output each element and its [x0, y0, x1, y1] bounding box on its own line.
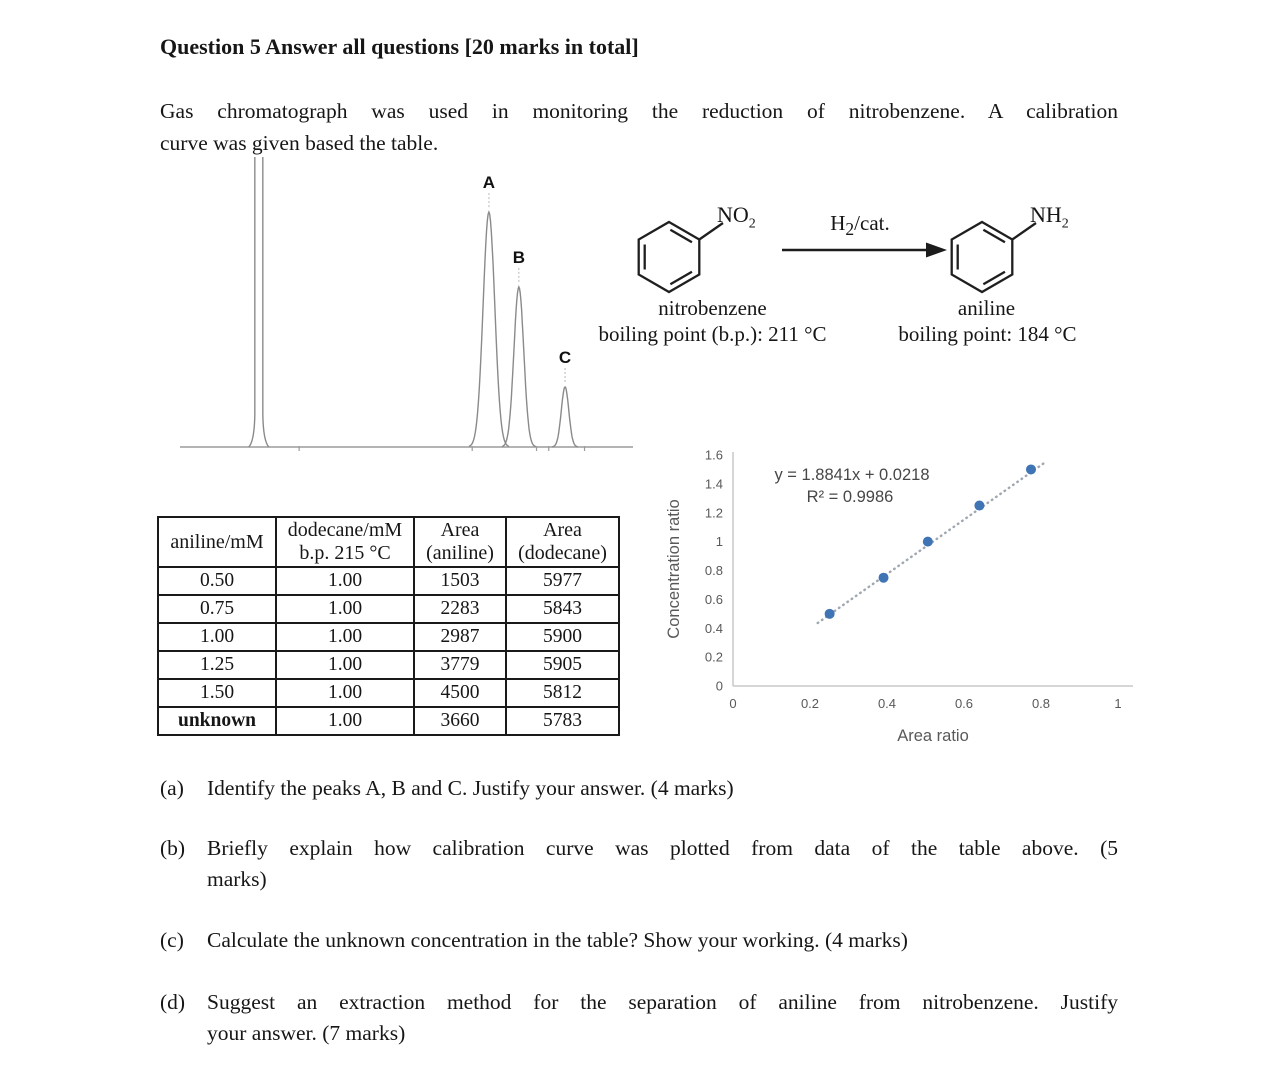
table-header-cell: Area (aniline)	[414, 517, 506, 567]
table-header-cell: Area (dodecane)	[506, 517, 619, 567]
r-squared-label: R² = 0.9986	[806, 488, 894, 506]
x-tick-label: 0.4	[877, 696, 897, 711]
question-text	[207, 925, 1118, 956]
data-point	[879, 573, 889, 583]
peak-label-a: A	[482, 173, 496, 193]
y-tick-label: 0.4	[704, 620, 723, 636]
table-cell: 5900	[506, 623, 619, 651]
question-item	[160, 987, 1118, 1049]
table-cell: 0.50	[158, 567, 276, 595]
y-tick-label: 1.6	[704, 447, 723, 463]
benzene-ring-outline	[639, 222, 700, 292]
table-row	[158, 651, 619, 679]
double-bond	[670, 272, 692, 285]
reactant-name: nitrobenzene	[658, 296, 767, 320]
nitro-group-label: $NO_2$	[717, 202, 756, 232]
question-label: (c)	[160, 928, 184, 952]
table-row	[158, 679, 619, 707]
double-bond	[983, 272, 1005, 285]
table-cell: 1.00	[276, 595, 414, 623]
trendline-equation: y = 1.8841x + 0.0218	[774, 466, 930, 484]
question-item	[160, 833, 1118, 895]
table-cell: 1.00	[276, 567, 414, 595]
table-cell: 3779	[414, 651, 506, 679]
question-line: Identify the peaks A, B and C. Justify your answer. (4 marks)	[207, 776, 734, 800]
y-tick-label: 1.4	[704, 476, 723, 492]
table-cell: 1.00	[276, 707, 414, 735]
table-cell: 1.00	[276, 679, 414, 707]
peak-A	[469, 212, 509, 446]
table-cell: 5977	[506, 567, 619, 595]
x-tick-label: 0.8	[1031, 696, 1051, 711]
question-line: Briefly explain how calibration curve was plotted from data of the table above. (5	[207, 836, 1118, 860]
question-item	[160, 925, 1118, 956]
x-tick-label: 0.6	[954, 696, 974, 711]
table-row	[158, 707, 619, 735]
y-tick-label: 0.8	[704, 563, 723, 578]
table-cell: 1.50	[158, 679, 276, 707]
y-tick-label: 0.6	[704, 591, 723, 607]
double-bond	[983, 230, 1005, 243]
data-point	[825, 609, 835, 619]
table-row	[158, 623, 619, 651]
y-tick-label: 1.2	[704, 505, 723, 521]
reaction-arrow	[780, 238, 955, 263]
question-label: (b)	[160, 836, 186, 860]
peak-label-b: B	[512, 247, 525, 267]
table-cell: 5843	[506, 595, 619, 623]
y-axis-title: Concentration ratio	[665, 499, 683, 639]
intro-line: curve was given based the table.	[160, 131, 439, 155]
table-cell: 0.75	[158, 595, 276, 623]
table-cell: 5783	[506, 707, 619, 735]
calibration-chart-svg	[655, 438, 1145, 758]
double-bond	[670, 230, 692, 243]
data-point	[923, 537, 933, 547]
question-line: your answer. (7 marks)	[207, 1021, 406, 1045]
question-text	[207, 833, 1118, 895]
x-tick-label: 0	[729, 696, 737, 711]
peak-C	[552, 387, 578, 447]
x-tick-label: 0.2	[800, 696, 820, 711]
aniline-ring	[943, 210, 1043, 300]
table-cell: 3660	[414, 707, 506, 735]
nitrobenzene-ring	[630, 210, 730, 300]
question-text	[207, 773, 1118, 804]
table-header-cell: dodecane/mM b.p. 215 °C	[276, 517, 414, 567]
question-item	[160, 773, 1118, 804]
question-line: Calculate the unknown concentration in the table? Show your working. (4 marks)	[207, 928, 908, 952]
benzene-ring-outline	[952, 222, 1013, 292]
table-header-row	[158, 517, 619, 567]
table-cell: 1503	[414, 567, 506, 595]
table-cell: 4500	[414, 679, 506, 707]
y-tick-label: 0	[715, 678, 723, 694]
table-cell: 5905	[506, 651, 619, 679]
table-cell: 1.00	[276, 651, 414, 679]
table-cell: 2283	[414, 595, 506, 623]
table-cell: 5812	[506, 679, 619, 707]
table-cell: 1.00	[276, 623, 414, 651]
peak-B	[502, 287, 536, 447]
table-row	[158, 567, 619, 595]
table-cell: 1.00	[158, 623, 276, 651]
data-point	[974, 501, 984, 511]
amine-group-label: $NH_2$	[1030, 202, 1069, 232]
y-tick-label: 0.2	[704, 649, 723, 665]
question-text	[207, 987, 1118, 1049]
data-point	[1026, 464, 1036, 474]
calibration-table	[157, 516, 620, 736]
table-cell: unknown	[158, 707, 276, 735]
table-cell: 2987	[414, 623, 506, 651]
chromatogram-svg	[175, 150, 645, 460]
question-line: marks)	[207, 867, 267, 891]
x-tick-label: 1	[1114, 696, 1122, 711]
intro-line: Gas chromatograph was used in monitoring the reduction of nitrobenzene. A calibration	[160, 99, 1118, 123]
reactant-boiling-point: boiling point (b.p.): 211 °C	[598, 322, 827, 346]
solvent-peak	[249, 157, 255, 447]
table-row	[158, 595, 619, 623]
table-cell: 1.25	[158, 651, 276, 679]
page-title: Question 5 Answer all questions [20 marks in total]	[160, 34, 639, 59]
calibration-table-body	[158, 517, 619, 735]
y-tick-label: 1	[715, 534, 723, 550]
reaction-condition: $H_2$/cat.	[830, 211, 890, 240]
question-label: (a)	[160, 776, 184, 800]
question-line: Suggest an extraction method for the separation of aniline from nitrobenzene. Justify	[207, 990, 1118, 1014]
table-header-cell: aniline/mM	[158, 517, 276, 567]
x-axis-title: Area ratio	[897, 727, 969, 745]
peak-label-c: C	[558, 347, 572, 367]
question-label: (d)	[160, 990, 186, 1014]
product-name: aniline	[957, 296, 1016, 320]
product-boiling-point: boiling point: 184 °C	[898, 322, 1077, 346]
solvent-peak	[263, 157, 269, 447]
